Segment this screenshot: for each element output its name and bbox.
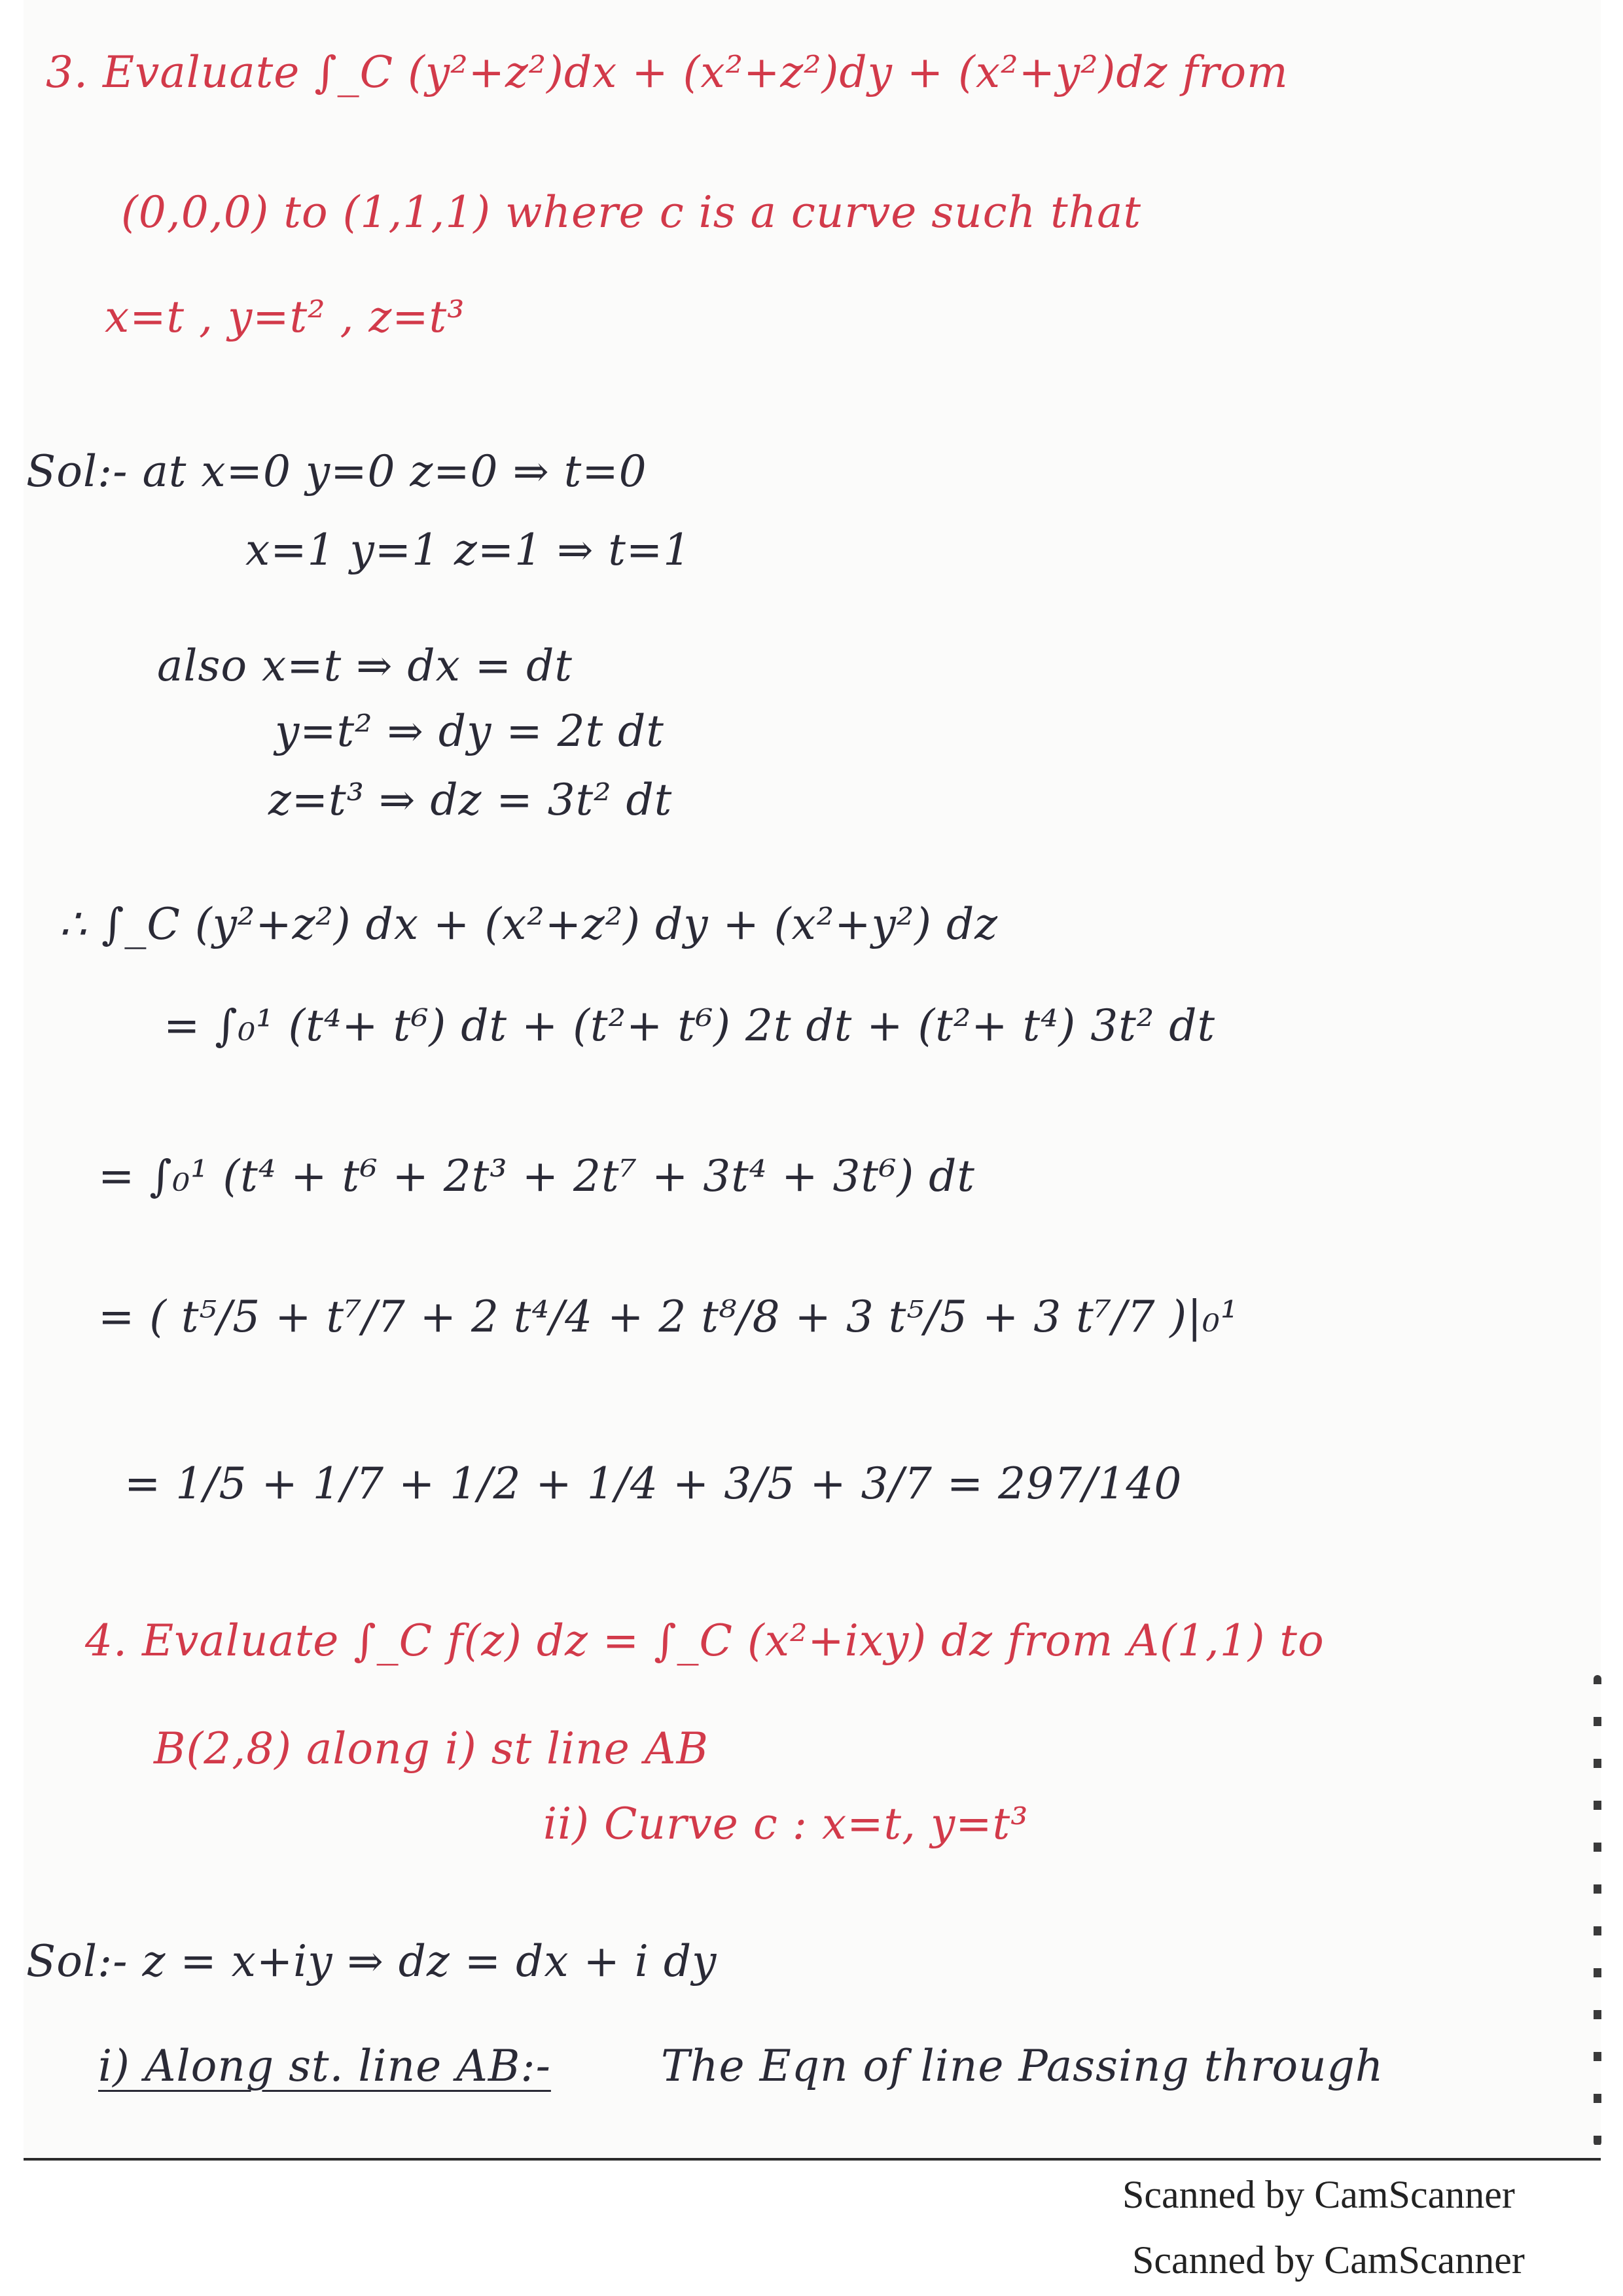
- binding-holes: [1594, 1675, 1601, 2146]
- solution-3-line-10: = 1/5 + 1/7 + 1/2 + 1/4 + 3/5 + 3/7 = 297/140: [124, 1458, 1183, 1509]
- solution-4-heading-along-line: i) Along st. line AB:-: [98, 2041, 551, 2091]
- scanner-watermark-1: Scanned by CamScanner: [1122, 2173, 1515, 2216]
- problem-3-statement-line-3: x=t , y=t² , z=t³: [105, 292, 465, 342]
- problem-3-statement-line-2: (0,0,0) to (1,1,1) where c is a curve such that: [121, 187, 1142, 238]
- problem-4-statement-line-1: 4. Evaluate ∫_C f(z) dz = ∫_C (x²+ixy) dz from A(1,1) to: [85, 1616, 1325, 1666]
- solution-3-line-6: ∴ ∫_C (y²+z²) dx + (x²+z²) dy + (x²+y²) dz: [59, 899, 999, 949]
- solution-3-line-8: = ∫₀¹ (t⁴ + t⁶ + 2t³ + 2t⁷ + 3t⁴ + 3t⁶) dt: [98, 1151, 975, 1201]
- page-bottom-edge: [24, 2158, 1601, 2161]
- solution-3-line-7: = ∫₀¹ (t⁴+ t⁶) dt + (t²+ t⁶) 2t dt + (t²+ t⁴) 3t² dt: [164, 1000, 1215, 1051]
- solution-4-line-2: The Eqn of line Passing through: [661, 2041, 1384, 2091]
- solution-3-line-1: Sol:- at x=0 y=0 z=0 ⇒ t=0: [26, 446, 647, 497]
- problem-3-statement-line-1: 3. Evaluate ∫_C (y²+z²)dx + (x²+z²)dy + (x²+y²)dz from: [46, 47, 1289, 97]
- solution-3-line-3: also x=t ⇒ dx = dt: [157, 641, 573, 691]
- solution-3-line-4: y=t² ⇒ dy = 2t dt: [275, 706, 664, 756]
- solution-3-line-9: = ( t⁵/5 + t⁷/7 + 2 t⁴/4 + 2 t⁸/8 + 3 t⁵/5 + 3 t⁷/7 )|₀¹: [98, 1292, 1239, 1342]
- solution-3-line-5: z=t³ ⇒ dz = 3t² dt: [268, 775, 673, 825]
- solution-4-line-1: Sol:- z = x+iy ⇒ dz = dx + i dy: [26, 1936, 717, 1987]
- solution-3-line-2: x=1 y=1 z=1 ⇒ t=1: [245, 525, 692, 575]
- scanner-watermark-2: Scanned by CamScanner: [1132, 2238, 1525, 2282]
- problem-4-statement-line-2: B(2,8) along i) st line AB: [154, 1723, 709, 1774]
- problem-4-statement-line-3: ii) Curve c : x=t, y=t³: [543, 1799, 1029, 1849]
